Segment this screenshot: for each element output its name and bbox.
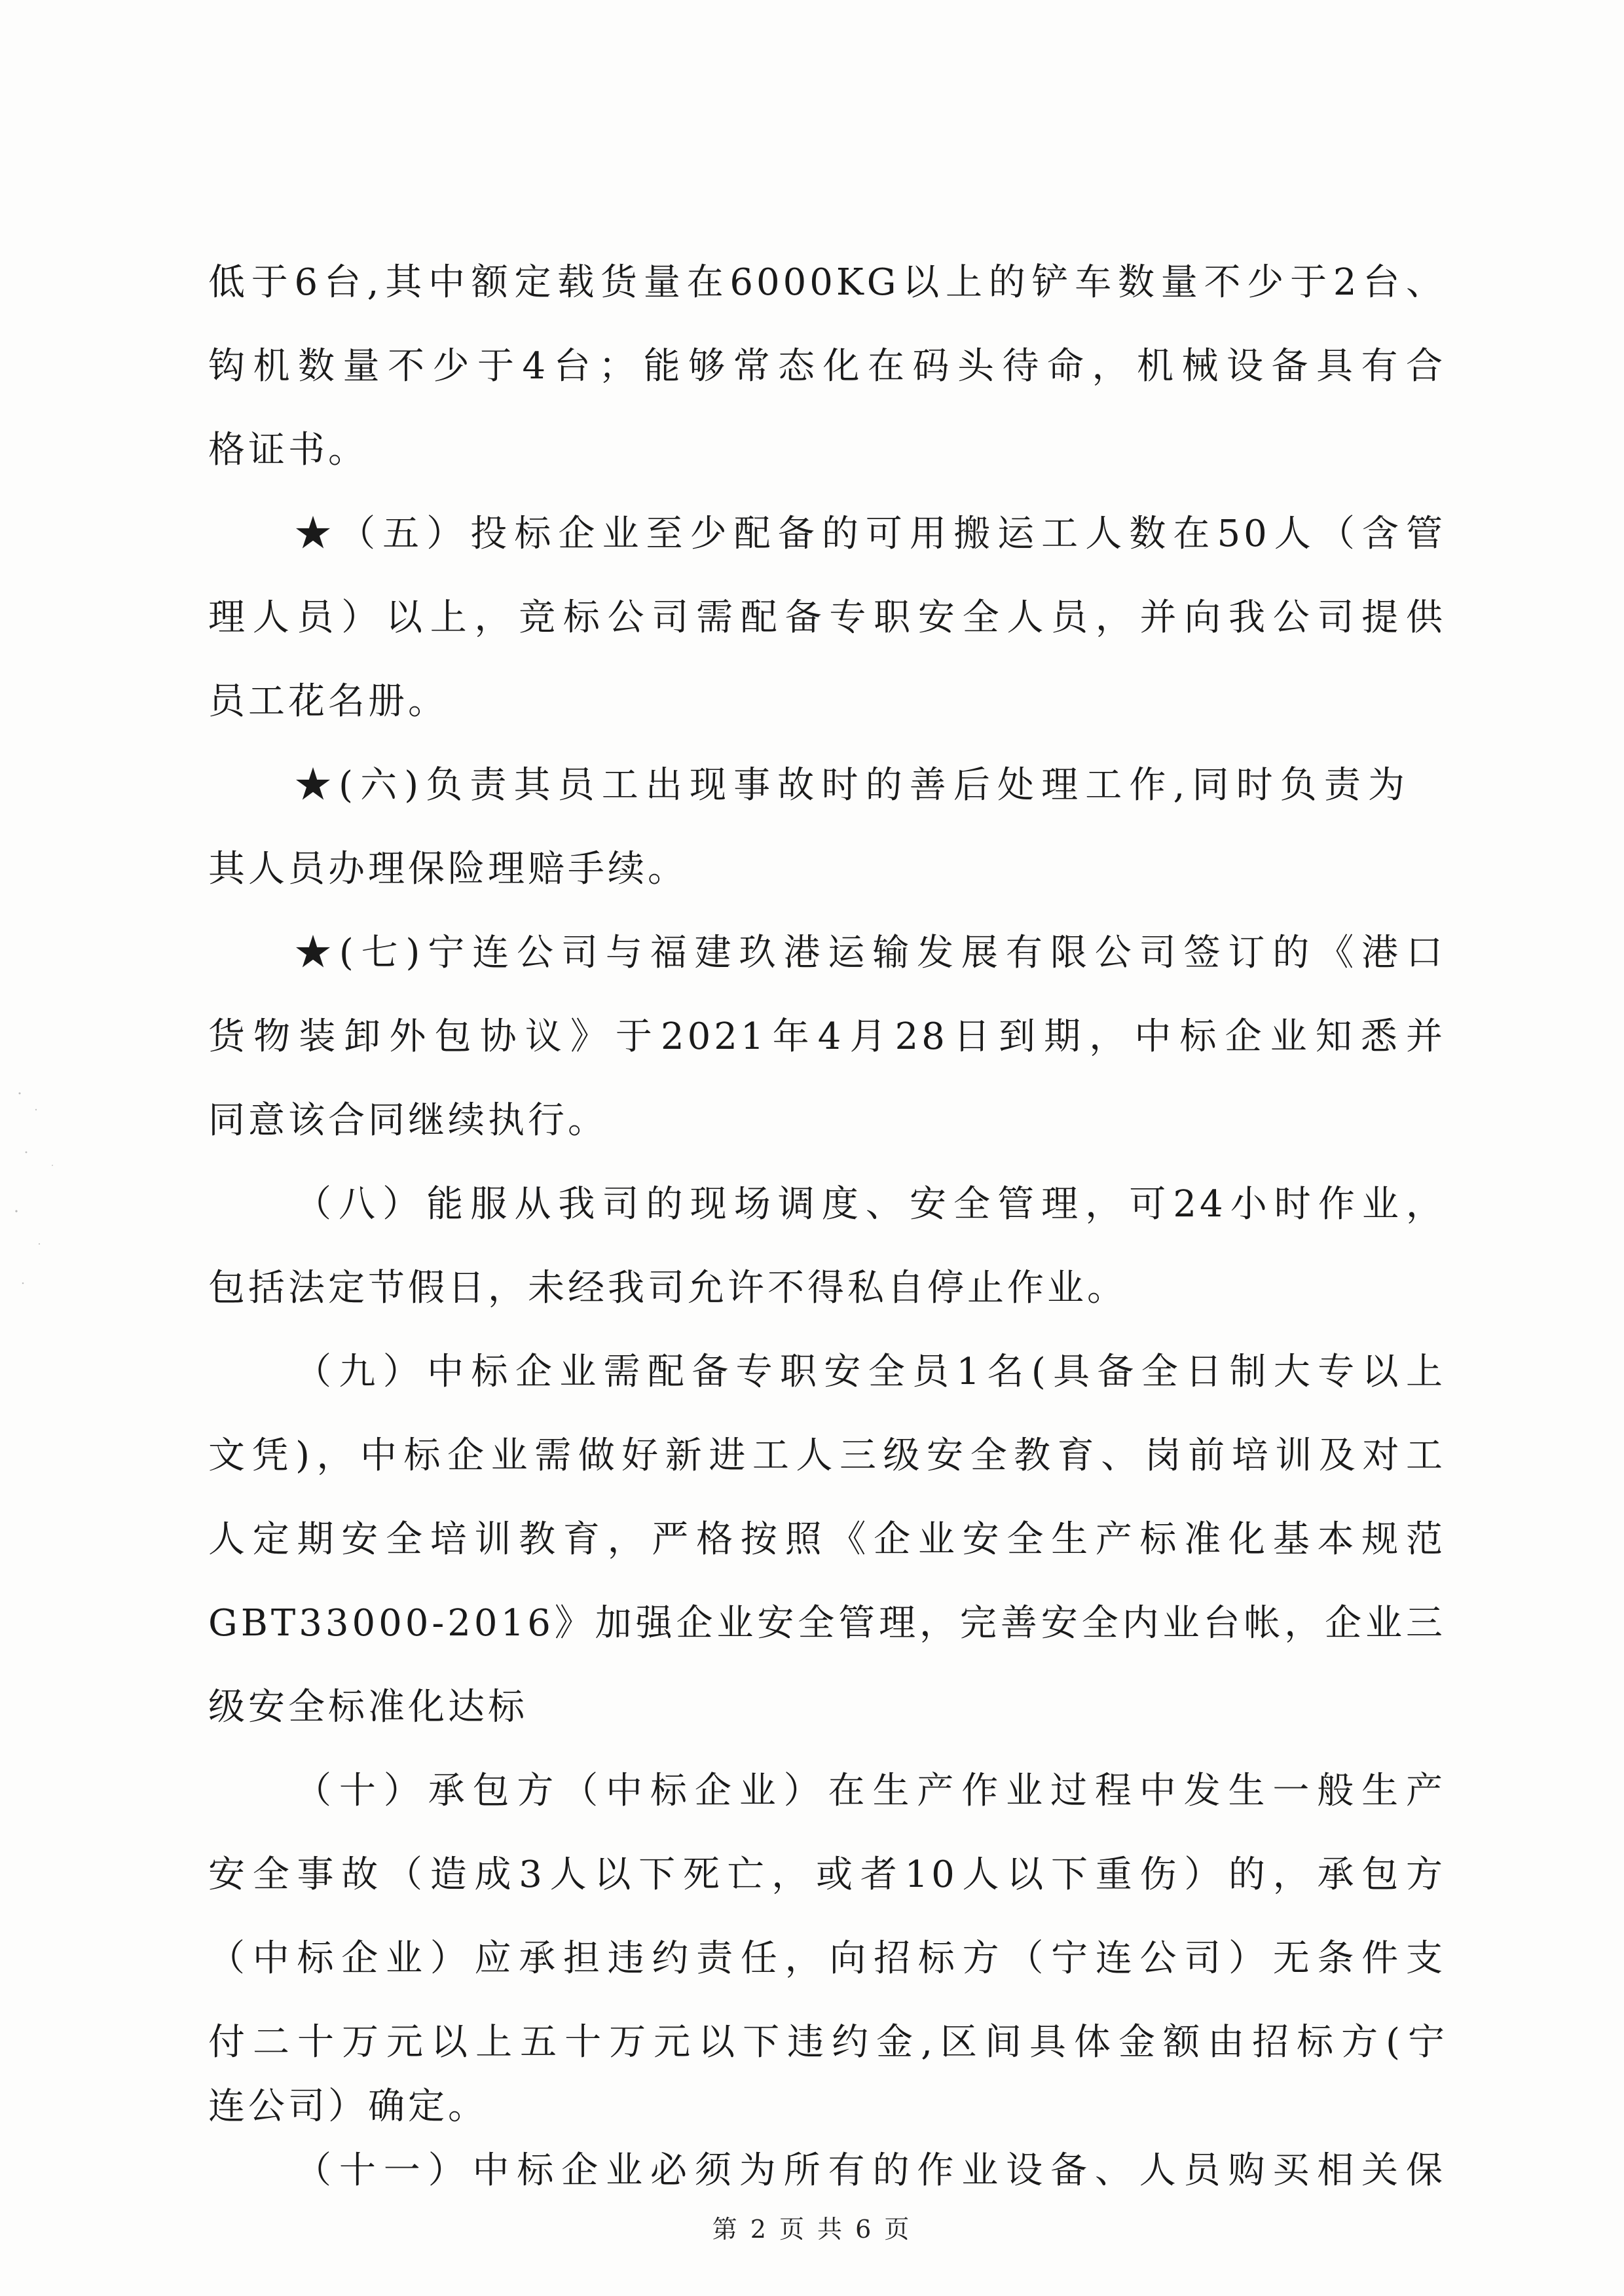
body-line-12: （八）能服从我司的现场调度、安全管理，可24小时作业，: [295, 1183, 1446, 1226]
body-line-13: 包括法定节假日，未经我司允许不得私自停止作业。: [208, 1267, 1127, 1309]
body-line-1: 低于6台,其中额定载货量在6000KG以上的铲车数量不少于2台、: [208, 261, 1446, 304]
body-line-4: ★（五）投标企业至少配备的可用搬运工人数在50人（含管: [295, 513, 1446, 555]
body-line-17: GBT33000-2016》加强企业安全管理，完善安全内业台帐，企业三: [208, 1602, 1446, 1645]
scan-noise: [7, 1074, 85, 1336]
body-line-6: 员工花名册。: [208, 680, 448, 723]
body-line-11: 同意该合同继续执行。: [208, 1099, 608, 1142]
body-line-23: 连公司）确定。: [208, 2085, 488, 2128]
body-line-9: ★(七)宁连公司与福建玖港运输发展有限公司签订的《港口: [295, 932, 1446, 974]
body-line-7: ★(六)负责其员工出现事故时的善后处理工作,同时负责为: [295, 764, 1408, 807]
body-line-8: 其人员办理保险理赔手续。: [208, 848, 688, 890]
body-line-18: 级安全标准化达标: [208, 1686, 528, 1728]
body-line-22: 付二十万元以上五十万元以下违约金,区间具体金额由招标方(宁: [208, 2021, 1446, 2064]
body-line-10: 货物装卸外包协议》于2021年4月28日到期，中标企业知悉并: [208, 1015, 1446, 1058]
body-line-15: 文凭)，中标企业需做好新进工人三级安全教育、岗前培训及对工: [208, 1434, 1446, 1477]
body-line-2: 钩机数量不少于4台；能够常态化在码头待命，机械设备具有合: [208, 345, 1446, 388]
body-line-3: 格证书。: [208, 429, 368, 471]
body-line-16: 人定期安全培训教育，严格按照《企业安全生产标准化基本规范: [208, 1518, 1446, 1561]
body-line-21: （中标企业）应承担违约责任，向招标方（宁连公司）无条件支: [208, 1937, 1446, 1980]
body-line-24: （十一）中标企业必须为所有的作业设备、人员购买相关保: [295, 2149, 1446, 2192]
body-line-14: （九）中标企业需配备专职安全员1名(具备全日制大专以上: [295, 1351, 1446, 1393]
page-footer: 第 2 页 共 6 页: [712, 2215, 912, 2244]
body-line-20: 安全事故（造成3人以下死亡，或者10人以下重伤）的，承包方: [208, 1853, 1446, 1896]
body-line-5: 理人员）以上，竞标公司需配备专职安全人员，并向我公司提供: [208, 596, 1446, 639]
body-line-19: （十）承包方（中标企业）在生产作业过程中发生一般生产: [295, 1770, 1446, 1812]
